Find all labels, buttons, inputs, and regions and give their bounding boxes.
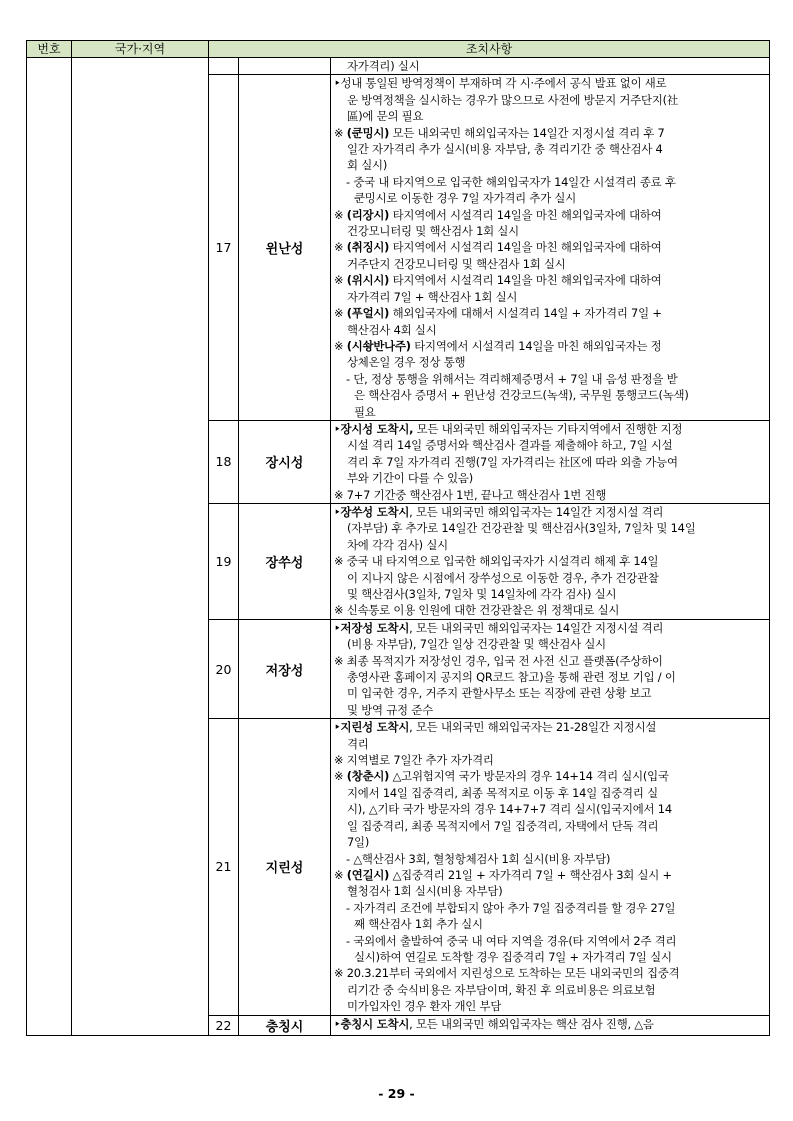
row-measures bbox=[331, 420, 770, 503]
text-line: 격리 bbox=[347, 736, 369, 751]
text-line: 혈청검사 1회 실시(비용 자부담) bbox=[347, 884, 503, 899]
row-measures bbox=[331, 719, 770, 1015]
text-line: 區)에 문의 필요 bbox=[347, 109, 424, 124]
text-line: ※ (취징시) 타지역에서 시설격리 14일을 마친 해외입국자에 대하여 bbox=[334, 240, 662, 255]
outer-region-cell bbox=[72, 58, 209, 1036]
text-line: 차에 각각 검사) 실시 bbox=[347, 537, 448, 552]
text-line: 미 입국한 경우, 거주지 관할사무소 또는 직장에 관련 상황 보고 bbox=[347, 686, 652, 701]
text-line: ※ (리장시) 타지역에서 시설격리 14일을 마친 해외입국자에 대하여 bbox=[334, 207, 662, 222]
continuation-region-cell bbox=[239, 58, 331, 75]
row-region: 지린성 bbox=[239, 719, 331, 1015]
text-line: 7일) bbox=[347, 835, 370, 850]
text-line: 회 실시) bbox=[347, 158, 388, 173]
text-line: 필요 bbox=[354, 404, 376, 419]
row-region: 장시성 bbox=[239, 420, 331, 503]
row-measures bbox=[331, 619, 770, 718]
row-region: 윈난성 bbox=[239, 75, 331, 421]
text-line: ‣지린성 도착시, 모든 내외국민 해외입국자는 21-28일간 지정시설 bbox=[334, 720, 657, 735]
text-line: 째 핵산검사 1회 추가 실시 bbox=[354, 917, 483, 932]
text-line: - 단, 정상 통행을 위해서는 격리해제증명서 + 7일 내 음성 판정을 받 bbox=[346, 371, 678, 386]
row-measures bbox=[331, 75, 770, 421]
continuation-num-cell bbox=[209, 58, 239, 75]
continuation-content bbox=[331, 58, 770, 75]
text-line: 쿤밍시로 이동한 경우 7일 자가격리 추가 실시 bbox=[354, 191, 577, 206]
text-line: 격리 후 7일 자가격리 진행(7일 자가격리는 社区에 따라 외출 가능여 bbox=[347, 454, 678, 469]
text-line: 거주단지 건강모니터링 및 핵산검사 1회 실시 bbox=[347, 256, 566, 271]
text-line: ‣저장성 도착시, 모든 내외국민 해외입국자는 14일간 지정시설 격리 bbox=[334, 620, 664, 635]
text-line: ※ (연길시) △집중격리 21일 + 자가격리 7일 + 핵산검사 3회 실시 + bbox=[334, 867, 672, 882]
text-line: ※ (위시시) 타지역에서 시설격리 14일을 마친 해외입국자에 대하여 bbox=[334, 273, 662, 288]
text-line: ※ 7+7 기간중 핵산검사 1번, 끝나고 핵산검사 1번 진행 bbox=[334, 487, 607, 502]
row-number: 17 bbox=[209, 75, 239, 421]
row-number: 19 bbox=[209, 503, 239, 619]
text-line: (자부담) 후 추가로 14일간 건강관찰 및 핵산검사(3일차, 7일차 및 14일 bbox=[347, 521, 696, 536]
text-line: ※ 신속통로 이용 인원에 대한 건강관찰은 위 정책대로 실시 bbox=[334, 603, 620, 618]
text-line: ※ 지역별로 7일간 추가 자가격리 bbox=[334, 753, 494, 768]
row-measures bbox=[331, 503, 770, 619]
text-line: 지에서 14일 집중격리, 최종 목적지로 이동 후 14일 집중격리 실 bbox=[347, 785, 658, 800]
text-line: ※ 최종 목적지가 저장성인 경우, 입국 전 사전 신고 플랫폼(주상하이 bbox=[334, 653, 663, 668]
text-line: 핵산검사 4회 실시 bbox=[347, 322, 437, 337]
text-line: 미가입자인 경우 환자 개인 부담 bbox=[347, 999, 502, 1014]
text-line: 운 방역정책을 실시하는 경우가 많으므로 사전에 방문지 거주단지(社 bbox=[347, 92, 679, 107]
text-line: 일간 자가격리 추가 실시(비용 자부담, 총 격리기간 중 핵산검사 4 bbox=[347, 142, 663, 157]
header-measures: 조치사항 bbox=[209, 41, 770, 58]
text-line: - 자가격리 조건에 부합되지 않아 추가 7일 집중격리를 할 경우 27일 bbox=[346, 900, 676, 915]
text-line: 상체온일 경우 정상 통행 bbox=[347, 355, 466, 370]
header-no: 번호 bbox=[27, 41, 72, 58]
text-line: ※ (창춘시) △고위험지역 국가 방문자의 경우 14+14 격리 실시(입국 bbox=[334, 769, 669, 784]
row-number: 22 bbox=[209, 1015, 239, 1035]
text-line: 일 집중격리, 최종 목적지에서 7일 집중격리, 자택에서 단독 격리 bbox=[347, 818, 659, 833]
table-header bbox=[27, 41, 770, 58]
row-number: 21 bbox=[209, 719, 239, 1015]
row-number: 18 bbox=[209, 420, 239, 503]
text-line: ‣장쑤성 도착시, 모든 내외국민 해외입국자는 14일간 지정시설 격리 bbox=[334, 504, 664, 519]
text-line: ‣성내 통일된 방역정책이 부재하며 각 시·주에서 공식 발표 없이 새로 bbox=[334, 76, 667, 91]
continuation-row bbox=[27, 58, 770, 75]
text-line: 자가격리 7일 + 핵산검사 1회 실시 bbox=[347, 289, 518, 304]
text-line: 건강모니터링 및 핵산검사 1회 실시 bbox=[347, 224, 519, 239]
text-line: ※ (쿤밍시) 모든 내외국민 해외입국자는 14일간 지정시설 격리 후 7 bbox=[334, 125, 665, 140]
text-line: ‣충칭시 도착시, 모든 내외국민 해외입국자는 핵산 검사 진행, △음 bbox=[334, 1016, 654, 1031]
text-line: 실시)하여 연길로 도착할 경우 집중격리 7일 + 자가격리 7일 실시 bbox=[354, 949, 672, 964]
text-line: - 중국 내 타지역으로 입국한 해외입국자가 14일간 시설격리 종료 후 bbox=[346, 174, 676, 189]
text-line: - △핵산검사 3회, 혈청항체검사 1회 실시(비용 자부담) bbox=[346, 851, 611, 866]
page-number: - 29 - bbox=[378, 1086, 415, 1101]
text-line: ※ 중국 내 타지역으로 입국한 해외입국자가 시설격리 해제 후 14일 bbox=[334, 554, 659, 569]
text-line: 시), △기타 국가 방문자의 경우 14+7+7 격리 실시(입국지에서 14 bbox=[347, 802, 672, 817]
text-line: ‣장시성 도착시, 모든 내외국민 해외입국자는 기타지역에서 진행한 지정 bbox=[334, 421, 683, 436]
text-line: 은 핵산검사 증명서 + 윈난성 건강코드(녹색), 국무원 통행코드(녹색) bbox=[354, 388, 689, 403]
row-region: 저장성 bbox=[239, 619, 331, 718]
row-region: 충칭시 bbox=[239, 1015, 331, 1035]
text-line: 및 핵산검사(3일차, 7일차 및 14일차에 각각 검사) 실시 bbox=[347, 587, 617, 601]
header-region: 국가·지역 bbox=[72, 41, 209, 58]
measures-table bbox=[26, 40, 770, 1036]
text-line: ※ (시솽반나주) 타지역에서 시설격리 14일을 마친 해외입국자는 정 bbox=[334, 338, 662, 353]
text-line: 부와 기간이 다를 수 있음) bbox=[347, 471, 473, 486]
text-line: - 국외에서 출발하여 중국 내 여타 지역을 경유(타 지역에서 2주 격리 bbox=[346, 933, 677, 948]
text-line: 시설 격리 14일 증명서와 핵산검사 결과를 제출해야 하고, 7일 시설 bbox=[347, 438, 673, 453]
text-line: ※ (푸얼시) 해외입국자에 대해서 시설격리 14일 + 자가격리 7일 + bbox=[334, 306, 662, 321]
row-region: 장쑤성 bbox=[239, 503, 331, 619]
text-line: 자가격리) 실시 bbox=[347, 59, 420, 73]
text-line: (비용 자부담), 7일간 일상 건강관찰 및 핵산검사 실시 bbox=[347, 637, 606, 652]
outer-no-cell bbox=[27, 58, 72, 1036]
text-line: 및 방역 규정 준수 bbox=[347, 702, 433, 717]
document-page bbox=[26, 40, 769, 1036]
row-number: 20 bbox=[209, 619, 239, 718]
row-measures bbox=[331, 1015, 770, 1035]
text-line: 총영사관 홈페이지 공지의 QR코드 참고)을 통해 관련 정보 기입 / 이 bbox=[347, 670, 676, 685]
text-line: ※ 20.3.21부터 국외에서 지린성으로 도착하는 모든 내외국민의 집중격 bbox=[334, 966, 680, 981]
text-line: 리기간 중 숙식비용은 자부담이며, 확진 후 의료비용은 의료보험 bbox=[347, 982, 656, 997]
text-line: 이 지나지 않은 시점에서 장쑤성으로 이동한 경우, 추가 건강관찰 bbox=[347, 570, 659, 585]
